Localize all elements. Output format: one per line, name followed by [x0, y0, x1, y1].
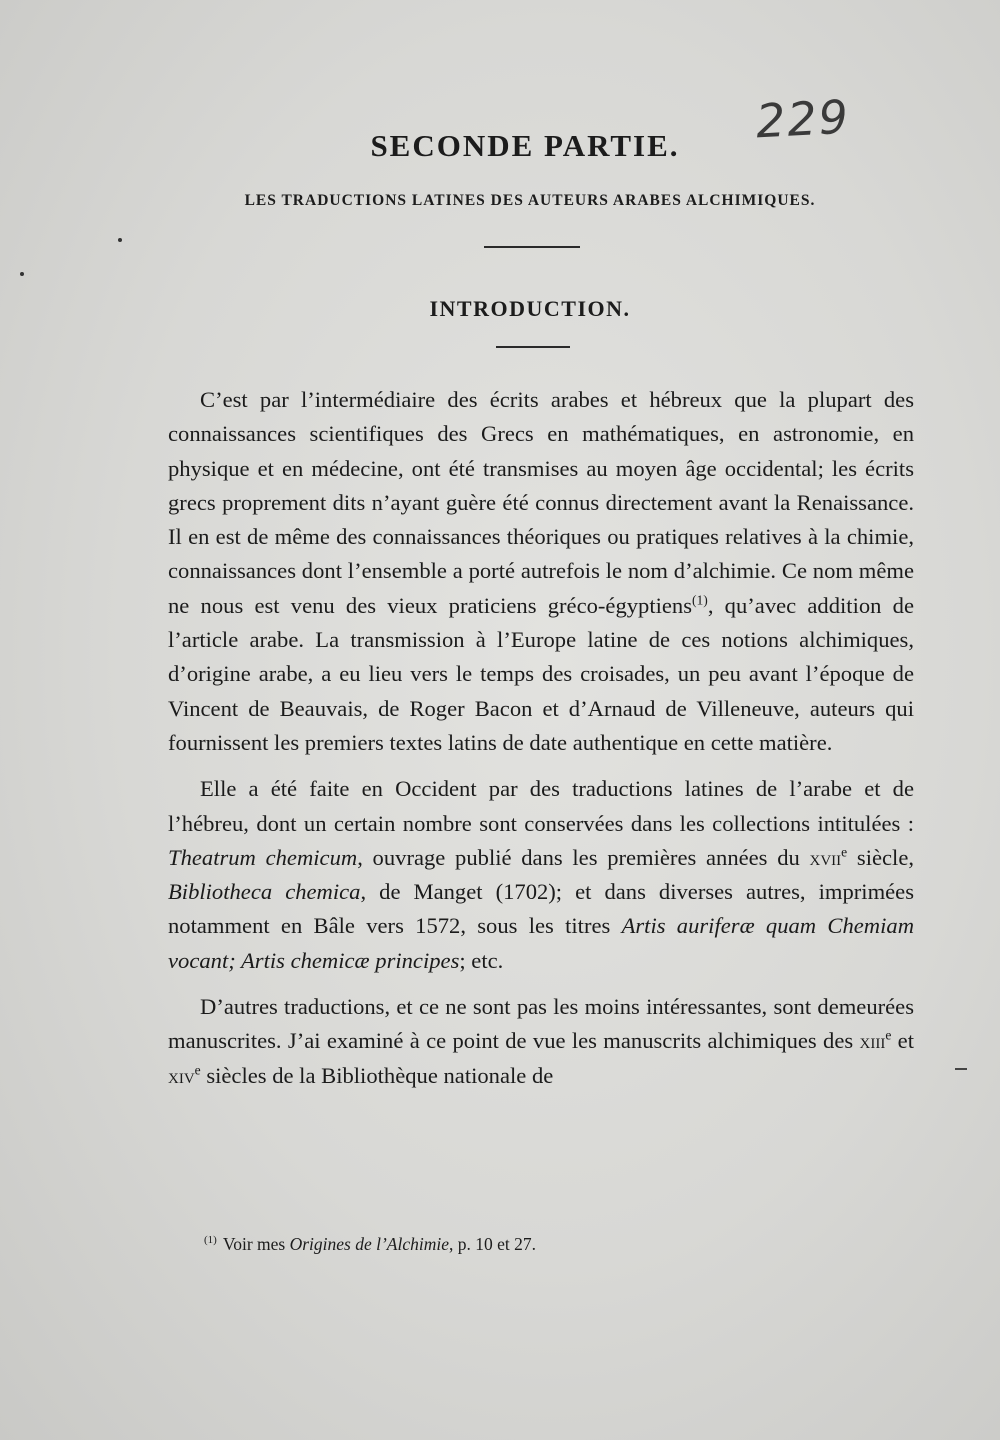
part-subtitle: LES TRADUCTIONS LATINES DES AUTEURS ARABES ALCHIMIQUES.	[244, 192, 816, 209]
title-artis-auriferae: Artis auriferæ quam Chemiam vocant; Artis chemicæ principes	[168, 913, 915, 973]
stray-ink-dot	[20, 272, 24, 276]
paragraph-2-text-a: Elle a été faite en Occident par des traductions latines de l’arabe et de l’hébreu, dont un certain nombre sont conservées dans les collections intitulées :	[168, 776, 914, 836]
handwritten-page-number: 229	[754, 89, 852, 149]
title-divider-top	[484, 246, 580, 248]
title-divider-bottom	[496, 346, 570, 348]
footnote-text-b: , p. 10 et 27.	[449, 1234, 537, 1254]
section-title: INTRODUCTION.	[429, 296, 631, 321]
paragraph-2	[168, 772, 914, 978]
century-numeral-13: xiii	[859, 1029, 886, 1054]
paragraph-3-text-c: siècles de la Bibliothèque nationale de	[200, 1062, 554, 1088]
footnote-mark: (1)	[204, 1234, 217, 1247]
body-text	[168, 383, 914, 1105]
paragraph-2-text-c: siècle,	[847, 844, 914, 870]
paragraph-1	[168, 383, 914, 760]
footnote-reference: (1)	[692, 592, 708, 608]
footnote-text-a: Voir mes	[222, 1234, 290, 1254]
paragraph-3	[168, 990, 914, 1093]
century-suffix-13: e	[885, 1027, 892, 1043]
footnote-book-title: Origines de l’Alchimie	[289, 1234, 449, 1254]
stray-ink-dash	[955, 1068, 967, 1070]
paragraph-1-text-a: C’est par l’intermédiaire des écrits arabes et hébreux que la plupart des connaissances scientifiques des Grecs en mathématiques, en astronomie, en physique et en médecine, ont été transmises au moyen âge occidental; les écrits grecs proprement dits n’ayant guère été connus directement avant la Renaissance. Il en est de même des connaissances théoriques ou pratiques relatives à la chimie, connaissances dont l’ensemble a porté autrefois le nom d’alchimie. Ce nom même ne nous est venu des vieux praticiens gréco-égyptiens	[168, 387, 914, 618]
paragraph-2-text-b: , ouvrage publié dans les premières années du	[357, 844, 810, 870]
century-suffix: e	[841, 844, 848, 860]
century-numeral: xvii	[809, 845, 842, 870]
title-bibliotheca-chemica: Bibliotheca chemica	[168, 879, 361, 905]
paragraph-3-text-b: et	[891, 1028, 914, 1054]
century-suffix-14: e	[194, 1062, 201, 1078]
paragraph-1-text-b: , qu’avec addition de l’article arabe. La transmission à l’Europe latine de ces notions alchimiques, d’origine arabe, a eu lieu vers le temps des croisades, un peu avant l’époque de Vincent de Beauvais, de Roger Bacon et d’Arnaud de Villeneuve, auteurs qui fournissent les premiers textes latins de date authentique en cette matière.	[168, 592, 914, 755]
paragraph-2-text-d: , de Manget (1702); et dans diverses autres, imprimées notamment en Bâle vers 1572, sous les titres	[168, 879, 914, 939]
paragraph-2-text-e: ; etc.	[459, 947, 504, 973]
title-theatrum-chemicum: Theatrum chemicum	[168, 844, 358, 870]
paragraph-3-text-a: D’autres traductions, et ce ne sont pas les moins intéressantes, sont demeurées manuscrites. J’ai examiné à ce point de vue les manuscrits alchimiques des	[168, 994, 914, 1054]
part-title: SECONDE PARTIE.	[370, 128, 680, 163]
stray-ink-dot	[118, 238, 122, 242]
footnote	[204, 1234, 904, 1255]
century-numeral-14: xiv	[168, 1063, 195, 1088]
